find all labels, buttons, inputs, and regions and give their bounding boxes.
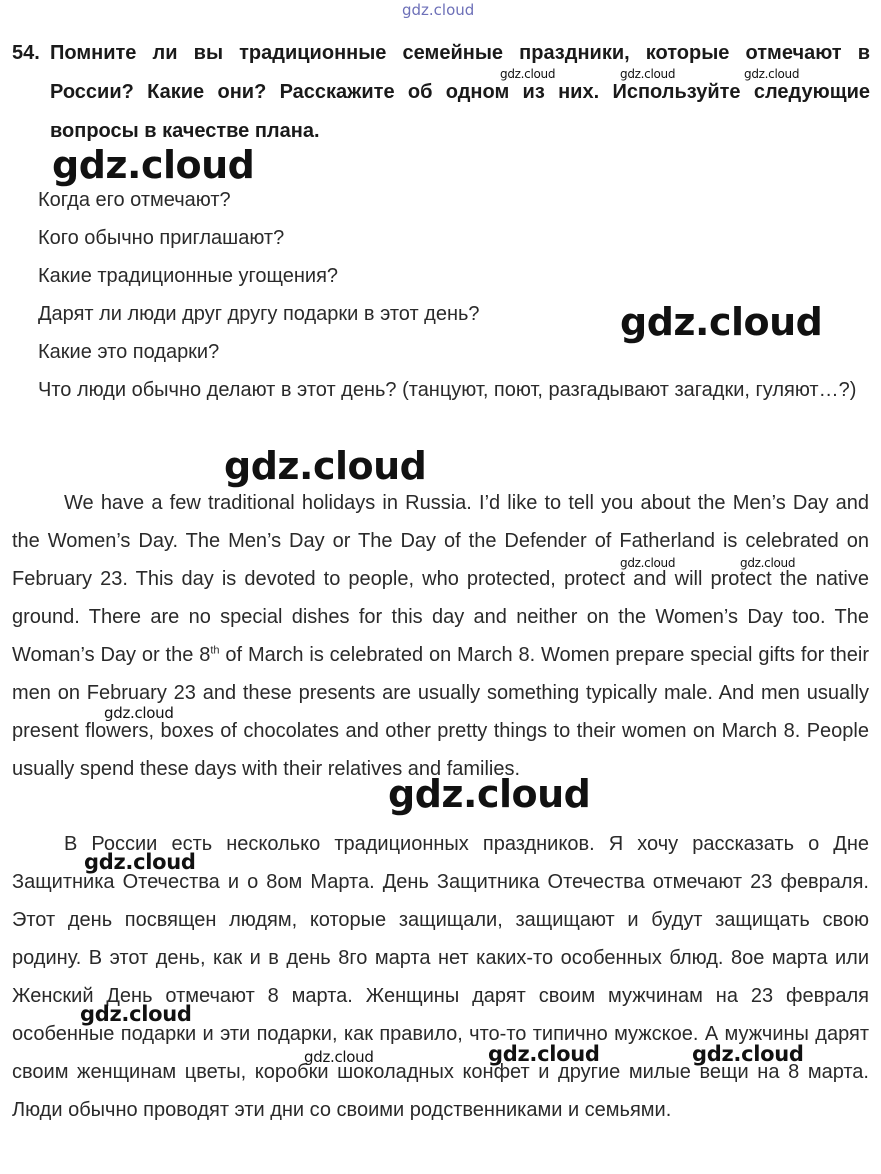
watermark: gdz.cloud (740, 556, 796, 570)
watermark: gdz.cloud (692, 1042, 804, 1066)
task-block (12, 34, 870, 151)
watermark: gdz.cloud (304, 1048, 374, 1066)
question-item: Какие традиционные угощения? (38, 265, 339, 287)
watermark: gdz.cloud (84, 850, 196, 874)
english-answer-paragraph (12, 484, 869, 788)
english-text-part2: of March is celebrated on March 8. Women prepare special gifts for their men on February 23 and these presents are usually something typically male. And men usually present flowers, boxes of chocolates and other pretty things to their women on March 8. People usually spend these days with their relatives and families. (12, 644, 869, 780)
watermark: gdz.cloud (620, 300, 823, 344)
watermark: gdz.cloud (224, 444, 427, 488)
watermark: gdz.cloud (488, 1042, 600, 1066)
watermark-top: gdz.cloud (402, 1, 475, 19)
task-number: 54. (12, 42, 40, 64)
english-text-part1: We have a few traditional holidays in Russia. I’d like to tell you about the Men’s Day and the Women’s Day. The Men’s Day or The Day of the Defender of Fatherland is celebrated on February 23. This day is devoted to people, who protected, protect and will protect the native ground. There are no special dishes for this day and neither on the Women’s Day too. The Woman’s Day or the 8 (12, 492, 869, 666)
watermark: gdz.cloud (620, 67, 676, 81)
russian-answer-paragraph: В России есть несколько традиционных праздников. Я хочу рассказать о Дне Защитника Отечества и о 8ом Марта. День Защитника Отечества отмечают 23 февраля. Этот день посвящен людям, которые защищали, защищают и будут защищать свою родину. В этот день, как и в день 8го марта нет каких-то особенных блюд. 8ое марта или Женский День отмечают 8 марта. Женщины дарят своим мужчинам на 23 февраля особенные подарки и эти подарки, как правило, что-то типично мужское. А мужчины дарят своим женщинам цветы, коробки шоколадных конфет и другие милые вещи на 8 марта. Люди обычно проводят эти дни со своими родственниками и семьями. (12, 833, 869, 1121)
watermark: gdz.cloud (388, 772, 591, 816)
watermark: gdz.cloud (620, 556, 676, 570)
watermark: gdz.cloud (744, 67, 800, 81)
watermark: gdz.cloud (104, 704, 174, 722)
task-text: Помните ли вы традиционные семейные праздники, которые отмечают в России? Какие они? Расскажите об одном из них. Используйте следующие вопросы в качестве плана. (50, 42, 870, 142)
question-list (38, 181, 870, 409)
question-item: Дарят ли люди друг другу подарки в этот день? (38, 303, 480, 325)
watermark: gdz.cloud (500, 67, 556, 81)
watermark: gdz.cloud (80, 1002, 192, 1026)
question-item: Какие это подарки? (38, 341, 220, 363)
watermark: gdz.cloud (52, 143, 255, 187)
question-item: Кого обычно приглашают? (38, 227, 285, 249)
ordinal-suffix: th (210, 644, 220, 657)
question-item: Что люди обычно делают в этот день? (танцуют, поют, разгадывают загадки, гуляют…?) (38, 379, 857, 401)
question-item: Когда его отмечают? (38, 189, 231, 211)
